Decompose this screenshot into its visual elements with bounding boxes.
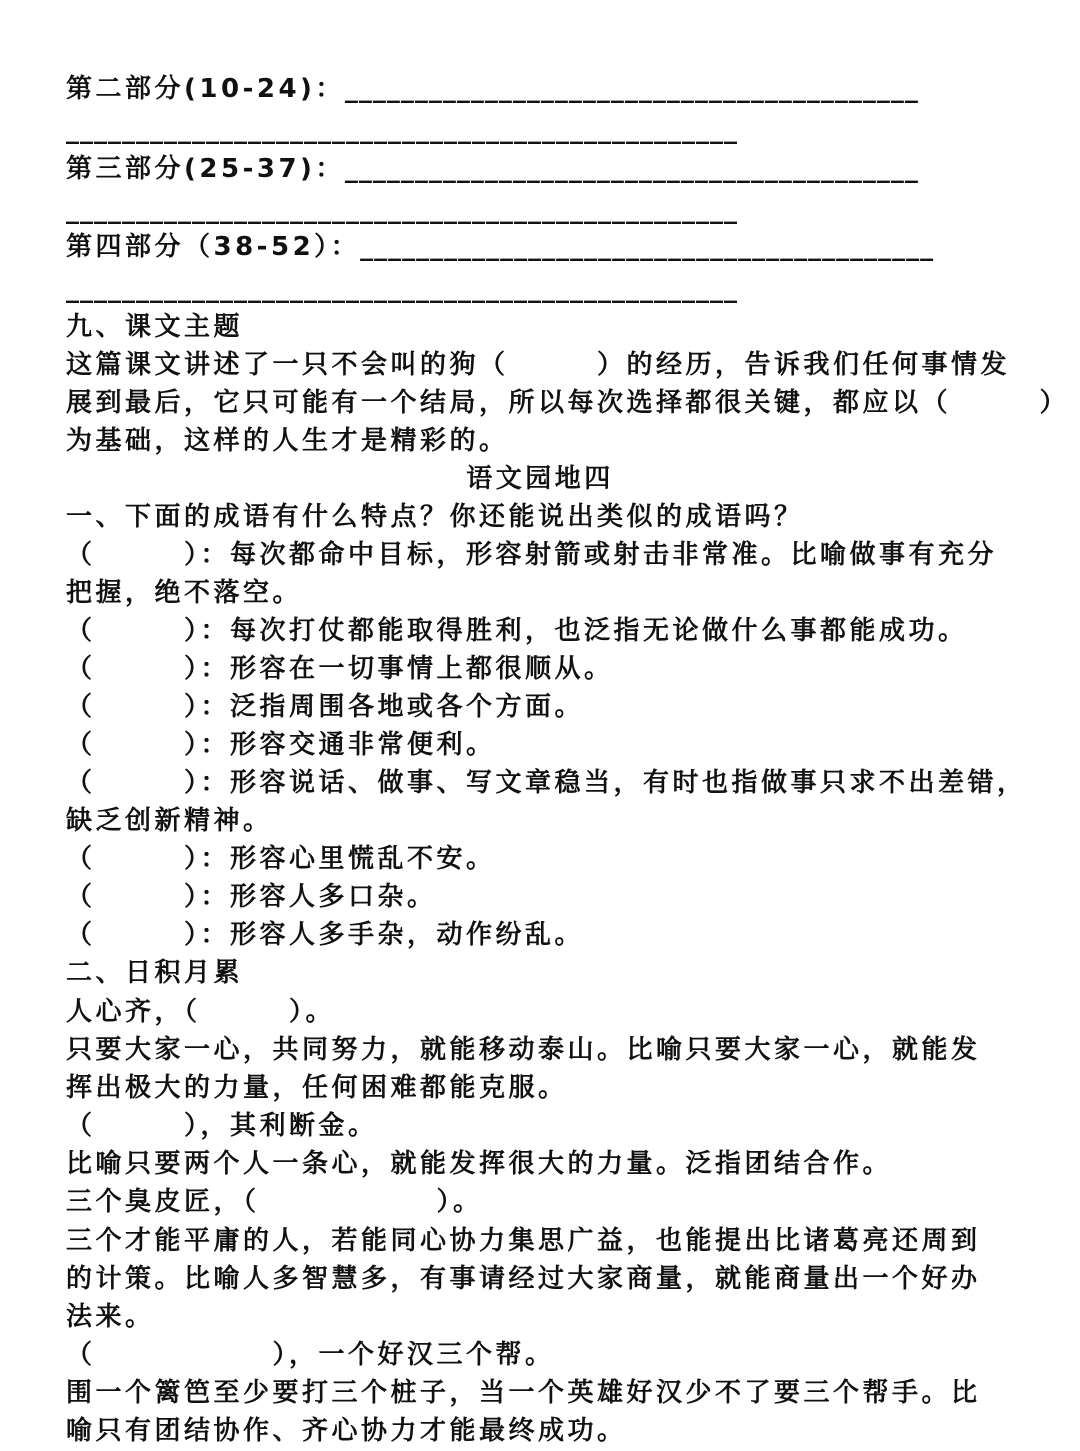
q2-line-3: 挥出极大的力量，任何困难都能克服。 (66, 1073, 568, 1103)
q2-line-2: 只要大家一心，共同努力，就能移动泰山。比喻只要大家一心，就能发 (66, 1035, 981, 1065)
part3-blank[interactable]: _________________________________________ (344, 154, 919, 184)
q1-item-1-cont: 把握，绝不落空。 (66, 578, 303, 608)
part4-label: 第四部分（38-52）： (66, 232, 361, 262)
q1-item-6: （ ）：形容说话、做事、写文章稳当，有时也指做事只求不出差错， (66, 768, 1027, 798)
theme-line-2: 展到最后，它只可能有一个结局，所以每次选择都很关键，都应以（ ） (66, 388, 1070, 418)
part4-blank-line[interactable]: ________________________________________________ (66, 274, 738, 304)
q1-item-3: （ ）：形容在一切事情上都很顺从。 (66, 654, 614, 684)
part2-blank[interactable]: _________________________________________ (344, 74, 919, 104)
q1-item-1: （ ）：每次都命中目标，形容射箭或射击非常准。比喻做事有充分 (66, 540, 998, 570)
garden-title: 语文园地四 (466, 464, 614, 494)
q2-line-11: 围一个篱笆至少要打三个桩子，当一个英雄好汉少不了要三个帮手。比 (66, 1378, 981, 1408)
q1-item-2: （ ）：每次打仗都能取得胜利，也泛指无论做什么事都能成功。 (66, 616, 968, 646)
q2-line-1: 人心齐，（ ）。 (66, 997, 336, 1027)
part2-row (66, 72, 919, 106)
theme-heading: 九、课文主题 (66, 312, 244, 342)
part3-label: 第三部分(25-37)： (66, 154, 345, 184)
q2-line-4: （ ），其利断金。 (66, 1111, 378, 1141)
q1-item-5: （ ）：形容交通非常便利。 (66, 730, 496, 760)
q2-line-12: 喻只有团结协作、齐心协力才能最终成功。 (66, 1416, 627, 1446)
part3-row (66, 152, 919, 186)
q1-item-9: （ ）：形容人多手杂，动作纷乱。 (66, 920, 585, 950)
q2-line-5: 比喻只要两个人一条心，就能发挥很大的力量。泛指团结合作。 (66, 1149, 893, 1179)
part4-row (66, 230, 934, 264)
q2-line-9: 法来。 (66, 1302, 155, 1332)
part2-blank-line[interactable]: ________________________________________________ (66, 115, 738, 145)
q2-line-10: （ ），一个好汉三个帮。 (66, 1340, 555, 1370)
part4-blank[interactable]: _________________________________________ (360, 232, 935, 262)
part3-blank-line[interactable]: ________________________________________________ (66, 195, 738, 225)
q1-item-6-cont: 缺乏创新精神。 (66, 806, 273, 836)
theme-line-3: 为基础，这样的人生才是精彩的。 (66, 426, 509, 456)
q1-item-4: （ ）：泛指周围各地或各个方面。 (66, 692, 585, 722)
part2-label: 第二部分(10-24)： (66, 74, 345, 104)
q2-line-7: 三个才能平庸的人，若能同心协力集思广益，也能提出比诸葛亮还周到 (66, 1226, 981, 1256)
q2-heading: 二、日积月累 (66, 958, 244, 988)
q1-heading: 一、下面的成语有什么特点？你还能说出类似的成语吗？ (66, 502, 804, 532)
q2-line-8: 的计策。比喻人多智慧多，有事请经过大家商量，就能商量出一个好办 (66, 1264, 981, 1294)
theme-line-1: 这篇课文讲述了一只不会叫的狗（ ）的经历，告诉我们任何事情发 (66, 350, 1011, 380)
q2-line-6: 三个臭皮匠，（ ）。 (66, 1187, 483, 1217)
q1-item-7: （ ）：形容心里慌乱不安。 (66, 844, 496, 874)
q1-item-8: （ ）：形容人多口杂。 (66, 882, 437, 912)
